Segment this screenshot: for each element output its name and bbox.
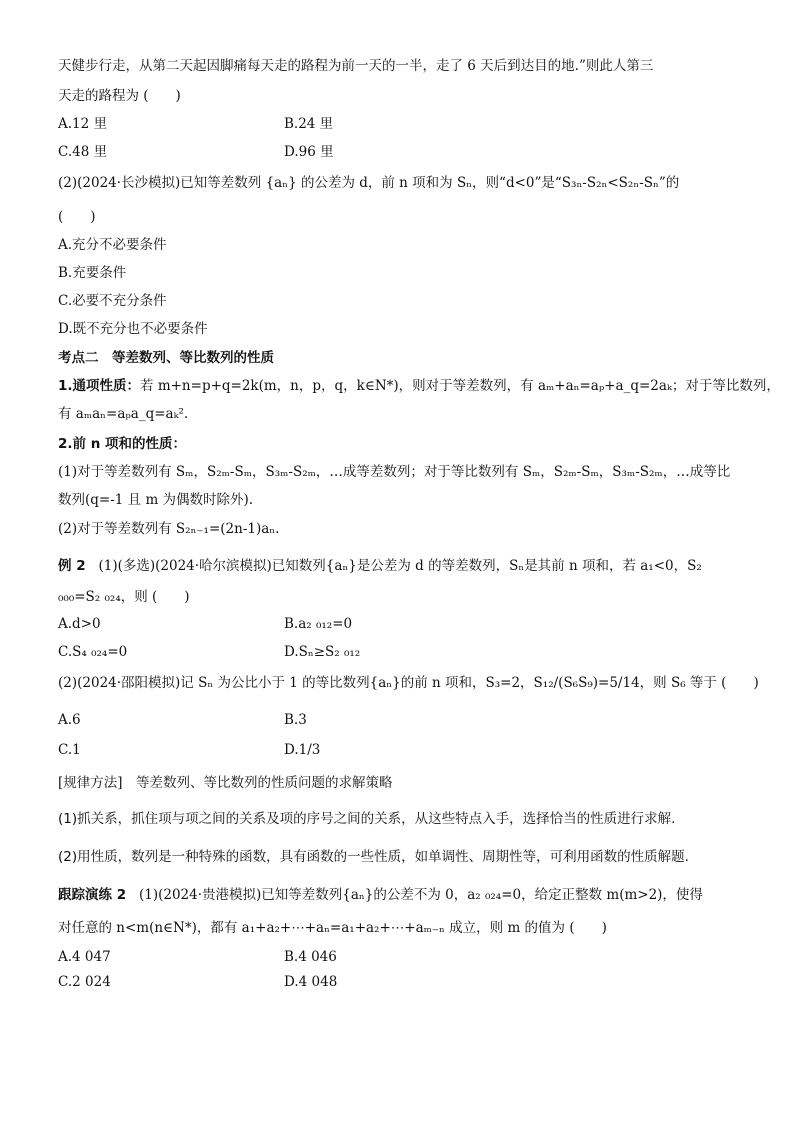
q1-line1: 天健步行走，从第二天起因脚痛每天走的路程为前一天的一半，走了 6 天后到达目的地.”则此人第三 <box>58 58 654 74</box>
track-2-line1 <box>58 885 703 905</box>
ex2-q2-option-c: C.1 <box>58 742 81 758</box>
q2-option-c: C.必要不充分条件 <box>58 293 167 309</box>
property-1-title: 1.通项性质： <box>58 378 141 394</box>
method-point-2: (2)用性质，数列是一种特殊的函数，具有函数的一些性质，如单调性、周期性等，可利用函数的性质解题. <box>58 849 689 865</box>
property-2-title: 2.前 n 项和的性质： <box>58 436 187 452</box>
property-1-line1 <box>58 376 780 396</box>
property-2-line1: (1)对于等差数列有 Sₘ，S₂ₘ-Sₘ，S₃ₘ-S₂ₘ，…成等差数列；对于等比数列有 Sₘ，S₂ₘ-Sₘ，S₃ₘ-S₂ₘ，…成等比 <box>58 464 731 480</box>
q2-option-d: D.既不充分也不必要条件 <box>58 321 208 337</box>
q1-options-row1 <box>58 114 334 134</box>
q2-paren: ( ) <box>58 209 96 225</box>
example-2-label: 例 2 <box>58 558 86 574</box>
example-2-options-row2 <box>58 642 361 662</box>
q1-option-b: B.24 里 <box>284 116 334 132</box>
track-2-line2: 对任意的 n<m(n∈N*)，都有 a₁+a₂+⋯+aₙ=a₁+a₂+⋯+aₘ₋ₙ 成立，则 m 的值为 ( ) <box>58 920 607 936</box>
example-2-options-row1 <box>58 614 353 634</box>
ex2-option-a: A.d>0 <box>58 616 101 632</box>
q1-line2: 天走的路程为 ( ) <box>58 88 181 104</box>
method-title: [规律方法] 等差数列、等比数列的性质问题的求解策略 <box>58 775 393 791</box>
track-2-options-row2 <box>58 972 338 992</box>
method-point-1: (1)抓关系，抓住项与项之间的关系及项的序号之间的关系，从这些特点入手，选择恰当的性质进行求解. <box>58 811 676 827</box>
q1-option-c: C.48 里 <box>58 144 108 160</box>
ex2-option-c: C.S₄ ₀₂₄=0 <box>58 644 128 660</box>
example-2-stem: (1)(多选)(2024·哈尔滨模拟)已知数列{aₙ}是公差为 d 的等差数列，Sₙ是其前 n 项和，若 a₁<0，S₂ <box>98 558 702 574</box>
property-1-text: 若 m+n=p+q=2k(m，n，p，q，k∈N*)，则对于等差数列，有 aₘ+aₙ=aₚ+a_q=2aₖ；对于等比数列， <box>140 378 780 394</box>
ex2-option-b: B.a₂ ₀₁₂=0 <box>284 616 353 632</box>
q1-option-d: D.96 里 <box>284 144 334 160</box>
track-2-stem: (1)(2024·贵港模拟)已知等差数列{aₙ}的公差不为 0，a₂ ₀₂₄=0，给定正整数 m(m>2)，使得 <box>138 887 703 903</box>
q1-option-a: A.12 里 <box>58 116 108 132</box>
property-1-line2: 有 aₘaₙ=aₚa_q=aₖ². <box>58 406 189 422</box>
ex2-option-d: D.Sₙ≥S₂ ₀₁₂ <box>284 644 361 660</box>
property-2-line2: 数列(q=-1 且 m 为偶数时除外). <box>58 492 254 508</box>
track-option-c: C.2 024 <box>58 974 111 990</box>
example-2-q2-options-row2 <box>58 740 321 760</box>
ex2-q2-option-b: B.3 <box>284 712 307 728</box>
property-2-line3: (2)对于等差数列有 S₂ₙ₋₁=(2n-1)aₙ. <box>58 521 280 537</box>
ex2-q2-option-a: A.6 <box>58 712 81 728</box>
example-2-line1 <box>58 556 702 576</box>
example-2-line2: ₀₀₀=S₂ ₀₂₄，则 ( ) <box>58 589 190 605</box>
q1-options-row2 <box>58 142 334 162</box>
ex2-q2-option-d: D.1/3 <box>284 742 321 758</box>
example-2-q2-stem: (2)(2024·邵阳模拟)记 Sₙ 为公比小于 1 的等比数列{aₙ}的前 n 项和，S₃=2，S₁₂/(S₆S₉)=5/14，则 S₆ 等于 ( ) <box>58 675 759 691</box>
track-option-a: A.4 047 <box>58 949 111 965</box>
track-option-d: D.4 048 <box>284 974 338 990</box>
section-title: 考点二 等差数列、等比数列的性质 <box>58 350 274 366</box>
q2-option-b: B.充要条件 <box>58 265 127 281</box>
q2-option-a: A.充分不必要条件 <box>58 237 167 253</box>
track-2-options-row1 <box>58 947 337 967</box>
example-2-q2-options-row1 <box>58 710 307 730</box>
track-option-b: B.4 046 <box>284 949 337 965</box>
q2-stem: (2)(2024·长沙模拟)已知等差数列 {aₙ} 的公差为 d，前 n 项和为 Sₙ，则“d<0”是“S₃ₙ-S₂ₙ<S₂ₙ-Sₙ”的 <box>58 175 680 191</box>
track-2-label: 跟踪演练 2 <box>58 887 127 903</box>
